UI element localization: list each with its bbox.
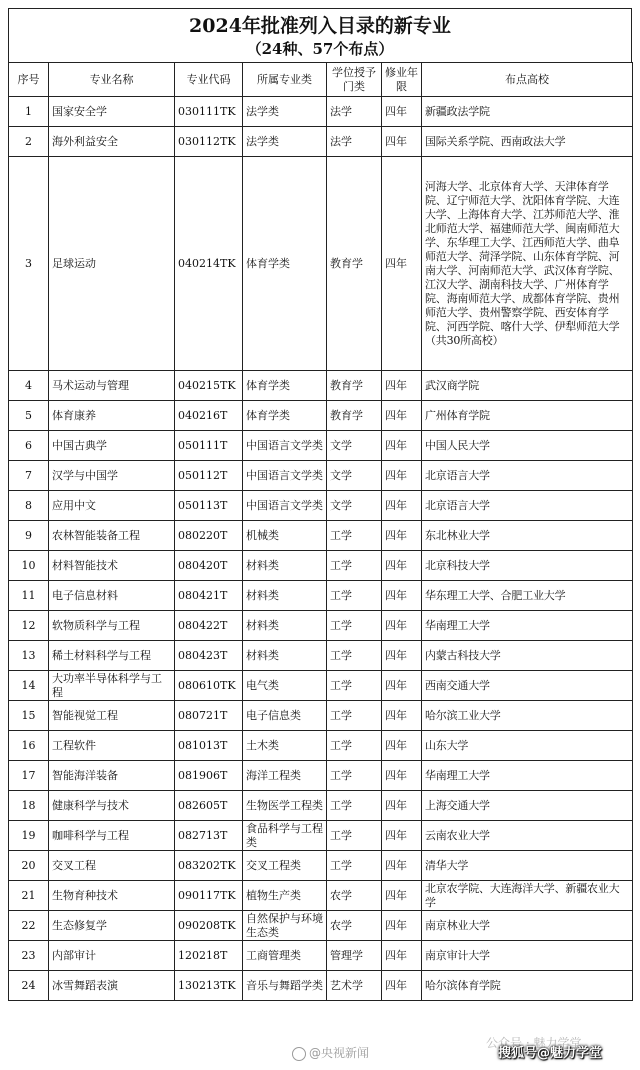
- page-title: 2024年批准列入目录的新专业: [189, 15, 451, 37]
- table-row: [9, 401, 633, 431]
- cell-category: 食品科学与工程类: [243, 821, 327, 851]
- cell-category: 材料类: [243, 641, 327, 671]
- cell-seq: 15: [9, 701, 49, 731]
- cell-colleges: 华东理工大学、合肥工业大学: [422, 581, 633, 611]
- cell-category: 中国语言文学类: [243, 431, 327, 461]
- cell-degree: 工学: [327, 731, 382, 761]
- cell-degree: 工学: [327, 551, 382, 581]
- cell-seq: 6: [9, 431, 49, 461]
- cell-seq: 5: [9, 401, 49, 431]
- cell-degree: 农学: [327, 911, 382, 941]
- cell-code: 080421T: [175, 581, 243, 611]
- cell-degree: 工学: [327, 821, 382, 851]
- watermark-bar: [0, 1038, 640, 1070]
- cell-category: 交叉工程类: [243, 851, 327, 881]
- cell-seq: 2: [9, 127, 49, 157]
- cell-colleges: 云南农业大学: [422, 821, 633, 851]
- cell-category: 机械类: [243, 521, 327, 551]
- cell-years: 四年: [382, 127, 422, 157]
- majors-table: [8, 62, 633, 1001]
- cell-seq: 13: [9, 641, 49, 671]
- cell-years: 四年: [382, 401, 422, 431]
- cell-name: 国家安全学: [49, 97, 175, 127]
- cell-name: 汉学与中国学: [49, 461, 175, 491]
- cell-colleges: 河海大学、北京体育大学、天津体育学院、辽宁师范大学、沈阳体育学院、大连大学、上海体育大学、江苏师范大学、淮北师范大学、福建师范大学、闽南师范大学、东华理工大学、江西师范大学、曲阜师范大学、菏泽学院、山东体育学院、河南大学、河南师范大学、武汉体育学院、江汉大学、湖南科技大学、广州体育学院、海南师范大学、成都体育学院、贵州师范大学、贵州警察学院、西安体育学院、河西学院、喀什大学、伊犁师范大学（共30所高校）: [422, 157, 633, 371]
- cell-degree: 工学: [327, 581, 382, 611]
- cell-name: 体育康养: [49, 401, 175, 431]
- cell-name: 工程软件: [49, 731, 175, 761]
- cell-code: 080220T: [175, 521, 243, 551]
- cell-years: 四年: [382, 911, 422, 941]
- table-row: [9, 821, 633, 851]
- header-years: 修业年限: [382, 63, 422, 97]
- cell-years: 四年: [382, 881, 422, 911]
- cell-name: 马术运动与管理: [49, 371, 175, 401]
- cell-name: 生物育种技术: [49, 881, 175, 911]
- cell-colleges: 北京语言大学: [422, 491, 633, 521]
- cell-name: 生态修复学: [49, 911, 175, 941]
- cell-code: 081906T: [175, 761, 243, 791]
- cell-years: 四年: [382, 641, 422, 671]
- cell-category: 中国语言文学类: [243, 491, 327, 521]
- cell-years: 四年: [382, 761, 422, 791]
- cell-seq: 19: [9, 821, 49, 851]
- cell-code: 050113T: [175, 491, 243, 521]
- cell-category: 工商管理类: [243, 941, 327, 971]
- table-row: [9, 431, 633, 461]
- cell-degree: 文学: [327, 431, 382, 461]
- cell-seq: 9: [9, 521, 49, 551]
- cell-colleges: 西南交通大学: [422, 671, 633, 701]
- cell-name: 交叉工程: [49, 851, 175, 881]
- cell-degree: 教育学: [327, 401, 382, 431]
- cell-category: 体育学类: [243, 157, 327, 371]
- cell-colleges: 上海交通大学: [422, 791, 633, 821]
- cell-name: 智能海洋装备: [49, 761, 175, 791]
- cell-name: 电子信息材料: [49, 581, 175, 611]
- document-sheet: [8, 8, 632, 1001]
- table-row: [9, 371, 633, 401]
- cell-colleges: 新疆政法学院: [422, 97, 633, 127]
- cell-degree: 文学: [327, 491, 382, 521]
- cell-seq: 14: [9, 671, 49, 701]
- cell-years: 四年: [382, 791, 422, 821]
- header-colleges: 布点高校: [422, 63, 633, 97]
- cell-years: 四年: [382, 371, 422, 401]
- cell-code: 082713T: [175, 821, 243, 851]
- table-row: [9, 641, 633, 671]
- cell-years: 四年: [382, 851, 422, 881]
- cell-category: 体育学类: [243, 371, 327, 401]
- cell-name: 中国古典学: [49, 431, 175, 461]
- cell-years: 四年: [382, 701, 422, 731]
- table-row: [9, 491, 633, 521]
- cell-degree: 工学: [327, 521, 382, 551]
- cell-colleges: 中国人民大学: [422, 431, 633, 461]
- cell-seq: 8: [9, 491, 49, 521]
- cell-category: 中国语言文学类: [243, 461, 327, 491]
- cell-seq: 4: [9, 371, 49, 401]
- cell-code: 090208TK: [175, 911, 243, 941]
- watermark-sohu: 搜狐号@魅力学堂: [498, 1046, 603, 1061]
- cell-code: 030111TK: [175, 97, 243, 127]
- cell-years: 四年: [382, 491, 422, 521]
- cell-category: 生物医学工程类: [243, 791, 327, 821]
- table-row: [9, 551, 633, 581]
- cell-years: 四年: [382, 941, 422, 971]
- cell-degree: 工学: [327, 611, 382, 641]
- cell-seq: 18: [9, 791, 49, 821]
- cell-seq: 20: [9, 851, 49, 881]
- cell-degree: 工学: [327, 791, 382, 821]
- cell-colleges: 华南理工大学: [422, 611, 633, 641]
- table-row: [9, 127, 633, 157]
- cell-years: 四年: [382, 157, 422, 371]
- cell-colleges: 北京科技大学: [422, 551, 633, 581]
- cell-degree: 工学: [327, 701, 382, 731]
- cell-seq: 1: [9, 97, 49, 127]
- cell-seq: 16: [9, 731, 49, 761]
- cell-degree: 法学: [327, 97, 382, 127]
- cell-category: 音乐与舞蹈学类: [243, 971, 327, 1001]
- cell-degree: 工学: [327, 671, 382, 701]
- cell-code: 030112TK: [175, 127, 243, 157]
- table-row: [9, 731, 633, 761]
- cell-seq: 24: [9, 971, 49, 1001]
- cell-years: 四年: [382, 431, 422, 461]
- header-seq: 序号: [9, 63, 49, 97]
- cell-years: 四年: [382, 671, 422, 701]
- cell-colleges: 清华大学: [422, 851, 633, 881]
- cell-years: 四年: [382, 97, 422, 127]
- cell-degree: 教育学: [327, 157, 382, 371]
- cell-colleges: 武汉商学院: [422, 371, 633, 401]
- cell-degree: 文学: [327, 461, 382, 491]
- cell-code: 050112T: [175, 461, 243, 491]
- table-row: [9, 911, 633, 941]
- table-row: [9, 611, 633, 641]
- cell-seq: 10: [9, 551, 49, 581]
- cell-code: 083202TK: [175, 851, 243, 881]
- cell-seq: 3: [9, 157, 49, 371]
- cell-name: 冰雪舞蹈表演: [49, 971, 175, 1001]
- cell-category: 法学类: [243, 97, 327, 127]
- cell-degree: 法学: [327, 127, 382, 157]
- cell-category: 海洋工程类: [243, 761, 327, 791]
- cell-code: 120218T: [175, 941, 243, 971]
- cell-degree: 管理学: [327, 941, 382, 971]
- cell-category: 材料类: [243, 611, 327, 641]
- header-name: 专业名称: [49, 63, 175, 97]
- table-row: [9, 761, 633, 791]
- cell-years: 四年: [382, 971, 422, 1001]
- cell-name: 农林智能装备工程: [49, 521, 175, 551]
- table-row: [9, 97, 633, 127]
- cell-category: 材料类: [243, 551, 327, 581]
- table-row: [9, 851, 633, 881]
- cell-colleges: 广州体育学院: [422, 401, 633, 431]
- header-category: 所属专业类: [243, 63, 327, 97]
- cell-name: 大功率半导体科学与工程: [49, 671, 175, 701]
- table-row: [9, 941, 633, 971]
- cell-colleges: 国际关系学院、西南政法大学: [422, 127, 633, 157]
- cell-category: 电气类: [243, 671, 327, 701]
- cell-seq: 21: [9, 881, 49, 911]
- cell-category: 电子信息类: [243, 701, 327, 731]
- cell-name: 海外利益安全: [49, 127, 175, 157]
- cell-name: 软物质科学与工程: [49, 611, 175, 641]
- cell-name: 材料智能技术: [49, 551, 175, 581]
- cell-seq: 7: [9, 461, 49, 491]
- cell-code: 081013T: [175, 731, 243, 761]
- cell-colleges: 华南理工大学: [422, 761, 633, 791]
- weibo-icon: [292, 1047, 306, 1061]
- watermark-cctv: [292, 1044, 369, 1061]
- cell-seq: 12: [9, 611, 49, 641]
- cell-colleges: 东北林业大学: [422, 521, 633, 551]
- header-code: 专业代码: [175, 63, 243, 97]
- cell-years: 四年: [382, 731, 422, 761]
- table-row: [9, 521, 633, 551]
- cell-code: 040215TK: [175, 371, 243, 401]
- cell-name: 健康科学与技术: [49, 791, 175, 821]
- cell-code: 080423T: [175, 641, 243, 671]
- cell-category: 自然保护与环境生态类: [243, 911, 327, 941]
- cell-colleges: 南京审计大学: [422, 941, 633, 971]
- cell-category: 法学类: [243, 127, 327, 157]
- cell-degree: 工学: [327, 761, 382, 791]
- cell-colleges: 内蒙古科技大学: [422, 641, 633, 671]
- cell-colleges: 北京语言大学: [422, 461, 633, 491]
- cell-seq: 11: [9, 581, 49, 611]
- cell-name: 足球运动: [49, 157, 175, 371]
- cell-code: 080610TK: [175, 671, 243, 701]
- table-row: [9, 971, 633, 1001]
- table-row: [9, 157, 633, 371]
- table-row: [9, 671, 633, 701]
- cell-code: 090117TK: [175, 881, 243, 911]
- cell-degree: 教育学: [327, 371, 382, 401]
- cell-name: 内部审计: [49, 941, 175, 971]
- cell-years: 四年: [382, 581, 422, 611]
- cell-years: 四年: [382, 551, 422, 581]
- cell-code: 082605T: [175, 791, 243, 821]
- cell-colleges: 山东大学: [422, 731, 633, 761]
- cell-colleges: 哈尔滨体育学院: [422, 971, 633, 1001]
- watermark-wechat: 公众号 · 魅力学堂: [486, 1036, 582, 1050]
- cell-degree: 农学: [327, 881, 382, 911]
- cell-code: 040216T: [175, 401, 243, 431]
- cell-degree: 艺术学: [327, 971, 382, 1001]
- table-row: [9, 461, 633, 491]
- cell-name: 咖啡科学与工程: [49, 821, 175, 851]
- cell-seq: 22: [9, 911, 49, 941]
- cell-code: 080721T: [175, 701, 243, 731]
- table-row: [9, 581, 633, 611]
- cell-category: 材料类: [243, 581, 327, 611]
- cell-name: 应用中文: [49, 491, 175, 521]
- cell-code: 040214TK: [175, 157, 243, 371]
- cell-category: 体育学类: [243, 401, 327, 431]
- cell-years: 四年: [382, 821, 422, 851]
- cell-years: 四年: [382, 461, 422, 491]
- cell-years: 四年: [382, 521, 422, 551]
- title-box: [8, 8, 632, 62]
- header-row: [9, 63, 633, 97]
- cell-code: 050111T: [175, 431, 243, 461]
- table-row: [9, 791, 633, 821]
- cell-seq: 17: [9, 761, 49, 791]
- cell-colleges: 南京林业大学: [422, 911, 633, 941]
- header-degree: 学位授予门类: [327, 63, 382, 97]
- cell-category: 植物生产类: [243, 881, 327, 911]
- table-row: [9, 881, 633, 911]
- table-row: [9, 701, 633, 731]
- cell-degree: 工学: [327, 851, 382, 881]
- watermark-cctv-text: @央视新闻: [309, 1046, 370, 1060]
- cell-seq: 23: [9, 941, 49, 971]
- cell-code: 080422T: [175, 611, 243, 641]
- cell-code: 080420T: [175, 551, 243, 581]
- cell-code: 130213TK: [175, 971, 243, 1001]
- cell-name: 稀土材料科学与工程: [49, 641, 175, 671]
- cell-colleges: 哈尔滨工业大学: [422, 701, 633, 731]
- cell-degree: 工学: [327, 641, 382, 671]
- page-subtitle: （24种、57个布点）: [246, 40, 394, 58]
- cell-name: 智能视觉工程: [49, 701, 175, 731]
- cell-category: 土木类: [243, 731, 327, 761]
- cell-years: 四年: [382, 611, 422, 641]
- cell-colleges: 北京农学院、大连海洋大学、新疆农业大学: [422, 881, 633, 911]
